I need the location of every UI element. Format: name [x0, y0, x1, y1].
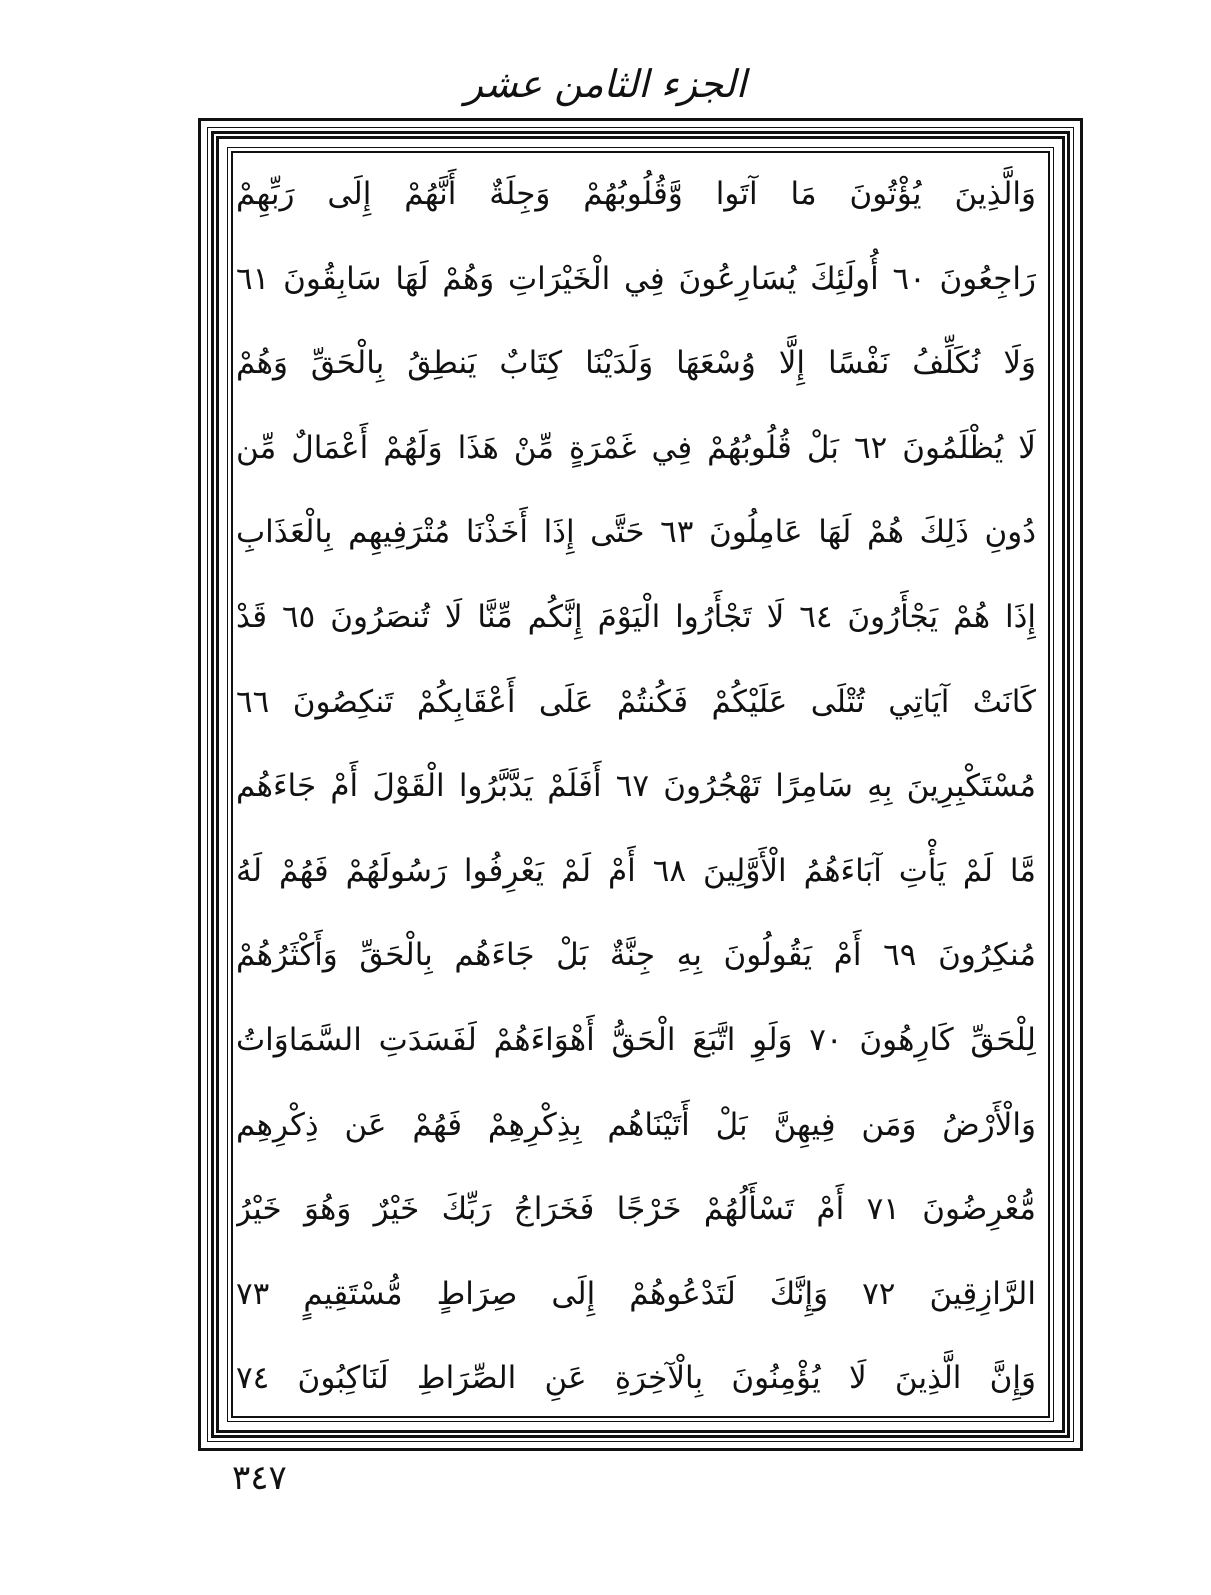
text-line: مُسْتَكْبِرِينَ بِهِ سَامِرًا تَهْجُرُونَ ٦٧ أَفَلَمْ يَدَّبَّرُوا الْقَوْلَ أَمْ جَاءَهُم [236, 768, 1036, 805]
text-line: وَالَّذِينَ يُؤْتُونَ مَا آتَوا وَّقُلُوبُهُمْ وَجِلَةٌ أَنَّهُمْ إِلَى رَبِّهِمْ [236, 176, 1036, 212]
juz-title: الجزء الثامن عشر [464, 62, 747, 106]
text-line: وَإِنَّ الَّذِينَ لَا يُؤْمِنُونَ بِالْآخِرَةِ عَنِ الصِّرَاطِ لَنَاكِبُونَ ٧٤ [236, 1360, 1036, 1397]
text-line: دُونِ ذَلِكَ هُمْ لَهَا عَامِلُونَ ٦٣ حَتَّى إِذَا أَخَذْنَا مُتْرَفِيهِم بِالْعَذَابِ [236, 514, 1036, 551]
text-line: مُّعْرِضُونَ ٧١ أَمْ تَسْأَلُهُمْ خَرْجًا فَخَرَاجُ رَبِّكَ خَيْرٌ وَهُوَ خَيْرُ [236, 1191, 1036, 1228]
text-line: وَلَا نُكَلِّفُ نَفْسًا إِلَّا وُسْعَهَا وَلَدَيْنَا كِتَابٌ يَنطِقُ بِالْحَقِّ وَهُمْ [236, 345, 1036, 382]
text-line: إِذَا هُمْ يَجْأَرُونَ ٦٤ لَا تَجْأَرُوا الْيَوْمَ إِنَّكُم مِّنَّا لَا تُنصَرُونَ ٦٥ قَدْ [236, 598, 1036, 635]
quran-text-body [236, 152, 1036, 1422]
text-line: لَا يُظْلَمُونَ ٦٢ بَلْ قُلُوبُهُمْ فِي غَمْرَةٍ مِّنْ هَذَا وَلَهُمْ أَعْمَالٌ مِّن [236, 429, 1036, 466]
text-line: مَّا لَمْ يَأْتِ آبَاءَهُمُ الْأَوَّلِينَ ٦٨ أَمْ لَمْ يَعْرِفُوا رَسُولَهُمْ فَهُمْ لَهُ [236, 852, 1036, 889]
text-line: رَاجِعُونَ ٦٠ أُولَئِكَ يُسَارِعُونَ فِي الْخَيْرَاتِ وَهُمْ لَهَا سَابِقُونَ ٦١ [236, 260, 1036, 297]
text-line: وَالْأَرْضُ وَمَن فِيهِنَّ بَلْ أَتَيْنَاهُم بِذِكْرِهِمْ فَهُمْ عَن ذِكْرِهِم [236, 1106, 1036, 1143]
text-line: كَانَتْ آيَاتِي تُتْلَى عَلَيْكُمْ فَكُنتُمْ عَلَى أَعْقَابِكُمْ تَنكِصُونَ ٦٦ [236, 683, 1036, 720]
text-line: الرَّازِقِينَ ٧٢ وَإِنَّكَ لَتَدْعُوهُمْ إِلَى صِرَاطٍ مُّسْتَقِيمٍ ٧٣ [236, 1275, 1036, 1312]
text-line: لِلْحَقِّ كَارِهُونَ ٧٠ وَلَوِ اتَّبَعَ الْحَقُّ أَهْوَاءَهُمْ لَفَسَدَتِ السَّمَاوَاتُ [236, 1021, 1036, 1058]
text-line: مُنكِرُونَ ٦٩ أَمْ يَقُولُونَ بِهِ جِنَّةٌ بَلْ جَاءَهُم بِالْحَقِّ وَأَكْثَرُهُمْ [236, 937, 1036, 974]
page-number: ٣٤٧ [232, 1458, 287, 1498]
